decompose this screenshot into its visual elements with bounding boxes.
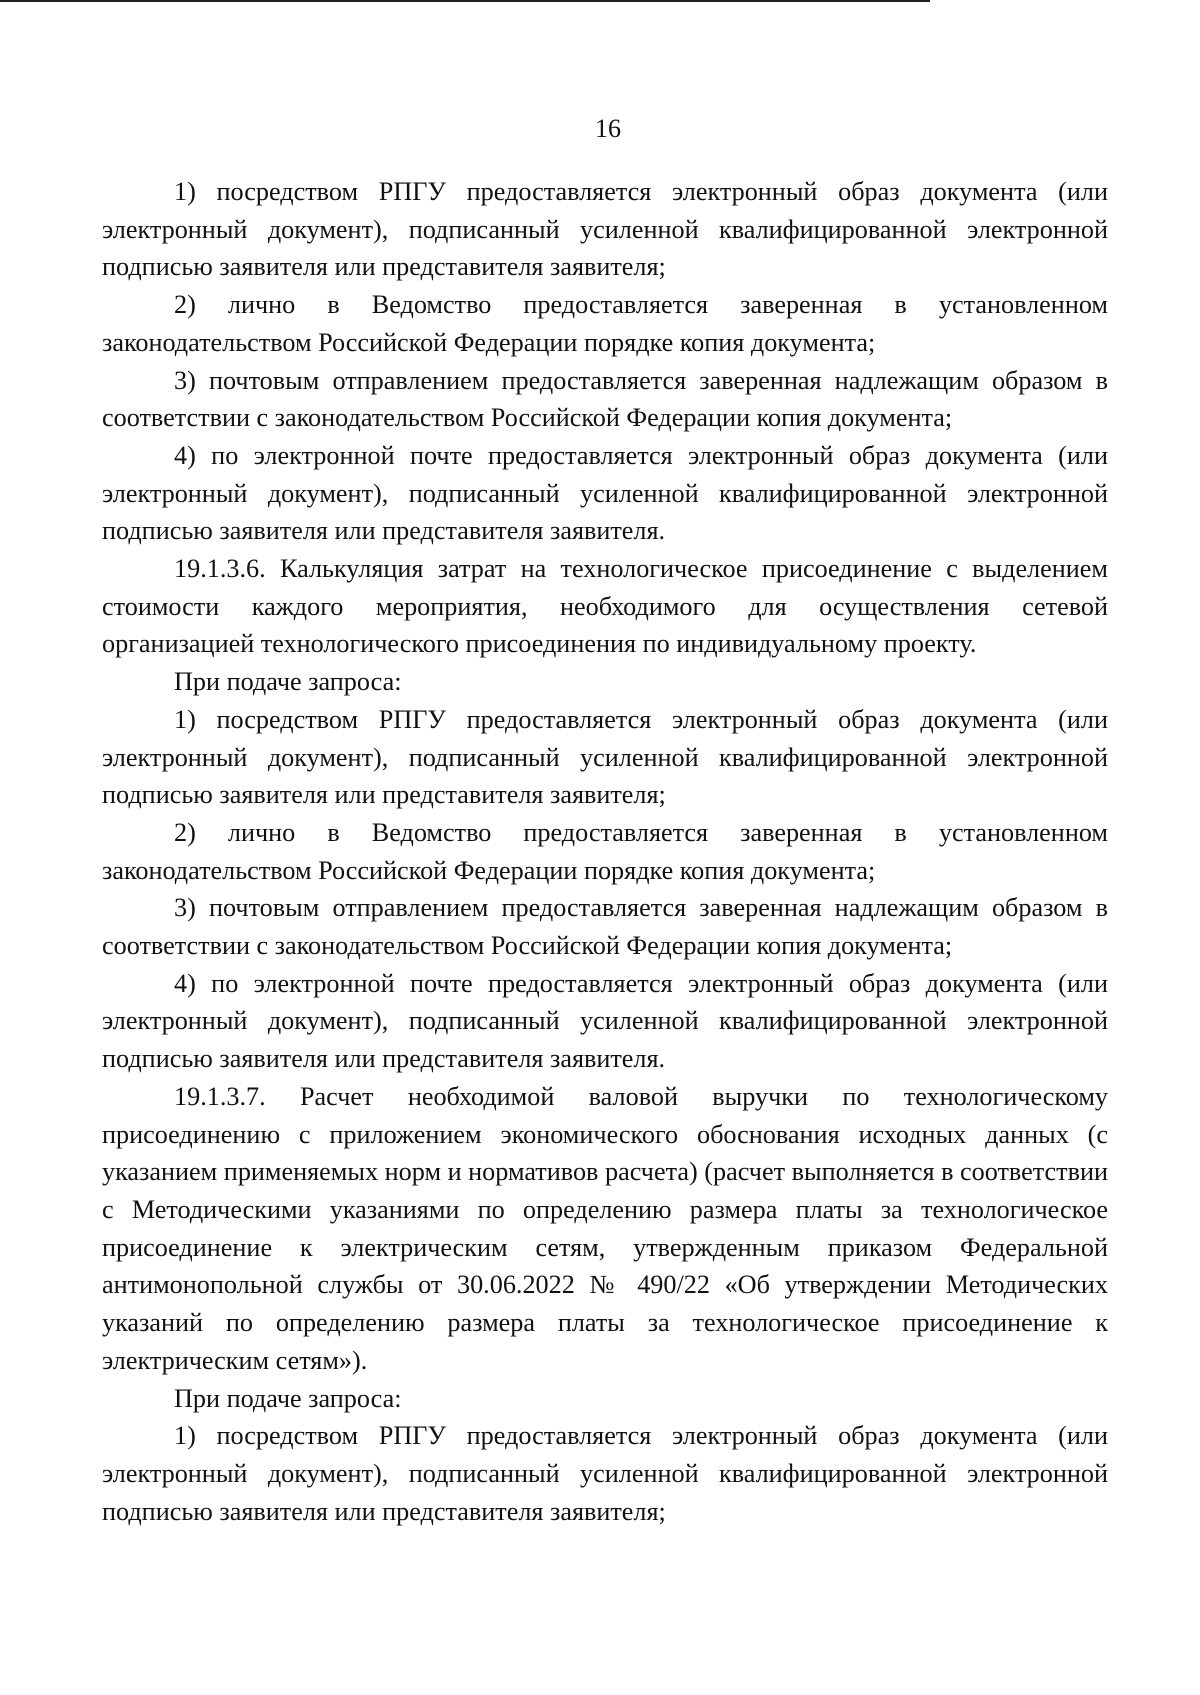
paragraph-postal-option: 3) почтовым отправлением предоставляется заверенная надлежащим образом в соответствии с законодательством Российской Федерации копия документа;	[102, 365, 1108, 433]
paragraph-rpgu-option: 1) посредством РПГУ предоставляется электронный образ документа (или электронный документ), подписанный усиленной квалифицированной электронной подписью заявителя или представителя заявителя;	[102, 1421, 1108, 1526]
paragraph-rpgu-option: 1) посредством РПГУ предоставляется электронный образ документа (или электронный документ), подписанный усиленной квалифицированной электронной подписью заявителя или представителя заявителя;	[102, 177, 1108, 282]
paragraph-rpgu-option: 1) посредством РПГУ предоставляется электронный образ документа (или электронный документ), подписанный усиленной квалифицированной электронной подписью заявителя или представителя заявителя;	[102, 704, 1108, 810]
top-border-line	[0, 0, 930, 2]
page-number: 16	[595, 114, 621, 143]
paragraph-section-19-1-3-6: 19.1.3.6. Калькуляция затрат на технологическое присоединение с выделением стоимости каждого мероприятия, необходимого для осуществления сетевой организацией технологического присоединения по индивидуальному проекту.	[102, 554, 1108, 659]
paragraph-request-heading: При подаче запроса:	[174, 667, 402, 697]
paragraph-email-option: 4) по электронной почте предоставляется электронный образ документа (или электронный документ), подписанный усиленной квалифицированной электронной подписью заявителя или представителя заявителя.	[102, 968, 1108, 1074]
paragraph-request-heading: При подаче запроса:	[174, 1383, 402, 1413]
paragraph-in-person-option: 2) лично в Ведомство предоставляется заверенная в установленном законодательством Российской Федерации порядке копия документа;	[102, 817, 1108, 885]
paragraph-in-person-option: 2) лично в Ведомство предоставляется заверенная в установленном законодательством Российской Федерации порядке копия документа;	[102, 290, 1108, 357]
paragraph-postal-option: 3) почтовым отправлением предоставляется заверенная надлежащим образом в соответствии с законодательством Российской Федерации копия документа;	[102, 893, 1108, 961]
document-body	[102, 173, 1108, 1530]
paragraph-section-19-1-3-7: 19.1.3.7. Расчет необходимой валовой выручки по технологическому присоединению с приложением экономического обоснования исходных данных (с указанием применяемых норм и нормативов расчета) (расчет выполняется в соответствии с Методическими указаниями по определению размера платы за технологическое присоединение к электрическим сетям, утвержденным приказом Федеральной антимонопольной службы от 30.06.2022 № 490/22 «Об утверждении Методических указаний по определению размера платы за технологическое присоединение к электрическим сетям»).	[102, 1081, 1108, 1375]
paragraph-email-option: 4) по электронной почте предоставляется электронный образ документа (или электронный документ), подписанный усиленной квалифицированной электронной подписью заявителя или представителя заявителя.	[102, 440, 1108, 546]
